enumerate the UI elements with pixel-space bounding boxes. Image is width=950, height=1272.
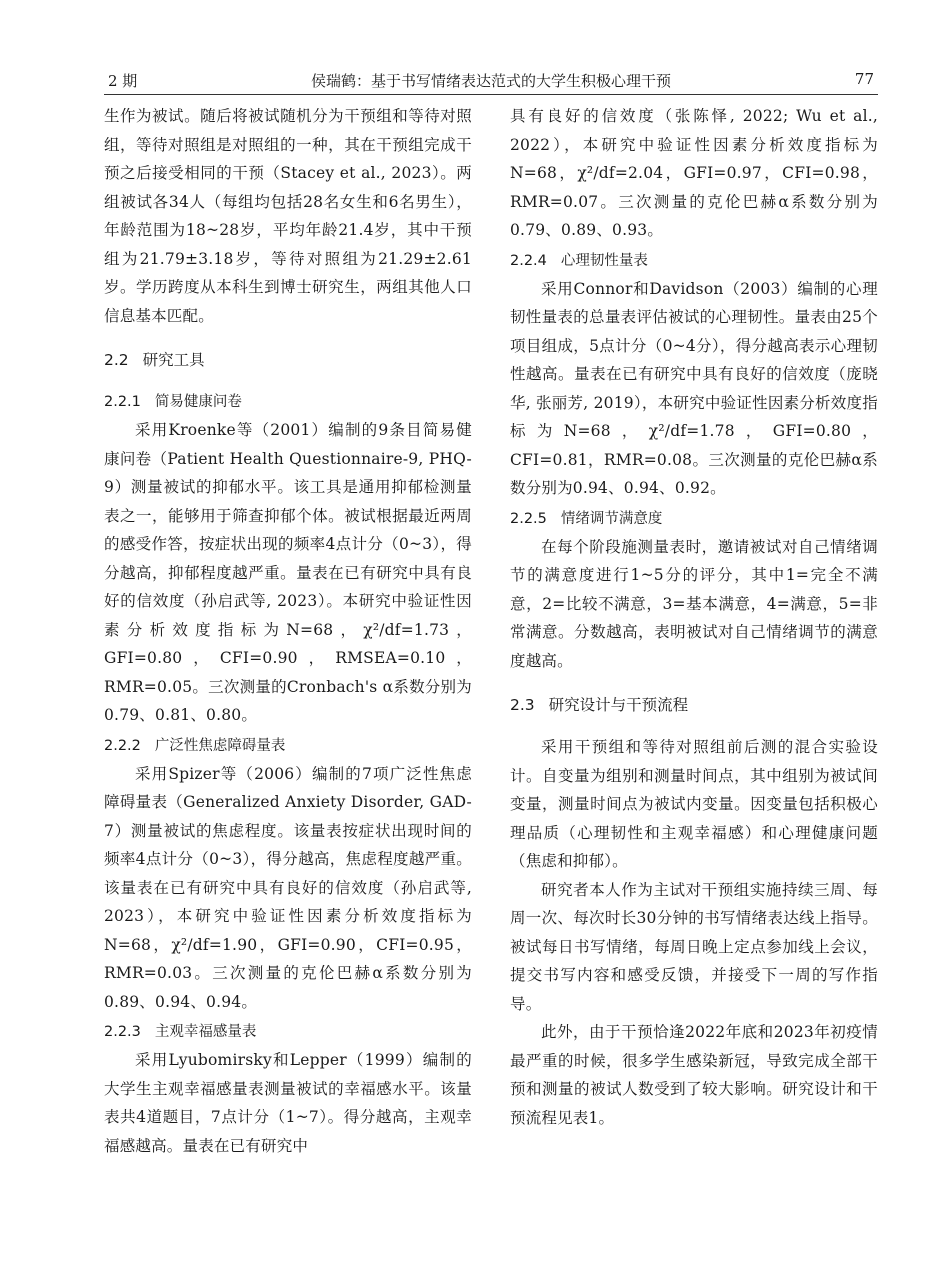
paragraph-emotion-regulation: 在每个阶段施测量表时，邀请被试对自己情绪调节的满意度进行1~5分的评分，其中1=完全不满意，2=比较不满意，3=基本满意，4=满意，5=非常满意。分数越高，表明被试对自己情绪调节的满意度越高。	[510, 537, 878, 670]
heading-title: 研究设计与干预流程	[548, 696, 689, 714]
heading-number: 2.2.1	[104, 394, 141, 410]
paragraph-gad7: 采用Spizer等（2006）编制的7项广泛性焦虑障碍量表（Generalized Anxiety Disorder, GAD-7）测量被试的焦虑程度。该量表按症状出现时间的频率4点计分（0~3），得分越高，焦虑程度越严重。该量表在已有研究中具有良好的信效度（孙启武等, 2023），本研究中验证性因素分析效度指标为N=68，χ²/df=1.90，GFI=0.90，CFI=0.95，RMR=0.03。三次测量的克伦巴赫α系数分别为0.89、0.94、0.94。	[104, 764, 472, 1011]
paragraph-participants: 生作为被试。随后将被试随机分为干预组和等待对照组，等待对照组是对照组的一种，其在干预组完成干预之后接受相同的干预（Stacey et al., 2023）。两组被试各34人（每组均包括28名女生和6名男生），年龄范围为18~28岁，平均年龄21.4岁，其中干预组为21.79±3.18岁，等待对照组为21.29±2.61岁。学历跨度从本科生到博士研究生，两组其他人口信息基本匹配。	[104, 107, 472, 325]
paragraph-note: 此外，由于干预恰逢2022年底和2023年初疫情最严重的时候，很多学生感染新冠，导致完成全部干预和测量的被试人数受到了较大影响。研究设计和干预流程见表1。	[510, 1023, 878, 1127]
heading-title: 心理韧性量表	[560, 252, 648, 269]
heading-number: 2.2	[104, 351, 129, 369]
heading-2-2-4	[510, 247, 878, 275]
right-column	[510, 102, 878, 1132]
page-number: 77	[854, 70, 874, 88]
heading-number: 2.3	[510, 696, 535, 714]
heading-number: 2.2.5	[510, 510, 547, 527]
paragraph-swb-continued: 具有良好的信效度（张陈怿, 2022; Wu et al., 2022），本研究中验证性因素分析效度指标为N=68，χ²/df=2.04，GFI=0.97，CFI=0.98，RMR=0.07。三次测量的克伦巴赫α系数分别为0.79、0.89、0.93。	[510, 107, 878, 239]
heading-2-2-2	[104, 732, 472, 760]
heading-title: 主观幸福感量表	[154, 1024, 257, 1040]
heading-2-2-3	[104, 1018, 472, 1046]
heading-2-3	[510, 691, 878, 719]
heading-title: 研究工具	[142, 351, 205, 369]
paragraph-swb: 采用Lyubomirsky和Lepper（1999）编制的大学生主观幸福感量表测量被试的幸福感水平。该量表共4道题目，7点计分（1~7）。得分越高，主观幸福感越高。量表在已有研究中	[104, 1051, 472, 1155]
heading-number: 2.2.3	[104, 1024, 141, 1040]
heading-number: 2.2.4	[510, 252, 547, 269]
running-title: 侯瑞鹤：基于书写情绪表达范式的大学生积极心理干预	[310, 72, 671, 90]
left-column	[104, 102, 472, 1160]
heading-number: 2.2.2	[104, 737, 141, 754]
heading-2-2	[104, 346, 472, 374]
heading-2-2-1	[104, 388, 472, 416]
paragraph-design: 采用干预组和等待对照组前后测的混合实验设计。自变量为组别和测量时间点，其中组别为被试间变量，测量时间点为被试内变量。因变量包括积极心理品质（心理韧性和主观幸福感）和心理健康问题（焦虑和抑郁）。	[510, 738, 878, 870]
heading-title: 情绪调节满意度	[560, 510, 663, 527]
paragraph-procedure: 研究者本人作为主试对干预组实施持续三周、每周一次、每次时长30分钟的书写情绪表达线上指导。被试每日书写情绪，每周日晚上定点参加线上会议，提交书写内容和感受反馈，并接受下一周的写作指导。	[510, 880, 878, 1013]
paragraph-phq9: 采用Kroenke等（2001）编制的9条目简易健康问卷（Patient Health Questionnaire-9, PHQ-9）测量被试的抑郁水平。该工具是通用抑郁检测量表之一，能够用于筛查抑郁个体。被试根据最近两周的感受作答，按症状出现的频率4点计分（0~3），得分越高，抑郁程度越严重。量表在已有研究中具有良好的信效度（孙启武等, 2023）。本研究中验证性因素分析效度指标为N=68，χ²/df=1.73，GFI=0.80，CFI=0.90，RMSEA=0.10，RMR=0.05。三次测量的Cronbach's α系数分别为0.79、0.81、0.80。	[104, 421, 472, 724]
paragraph-resilience: 采用Connor和Davidson（2003）编制的心理韧性量表的总量表评估被试的心理韧性。量表由25个项目组成，5点计分（0~4分），得分越高表示心理韧性越高。量表在已有研究中具有良好的信效度（庞晓华, 张丽芳, 2019），本研究中验证性因素分析效度指标为N=68，χ²/df=1.78，GFI=0.80，CFI=0.81，RMR=0.08。三次测量的克伦巴赫α系数分别为0.94、0.94、0.92。	[510, 279, 878, 497]
heading-title: 简易健康问卷	[154, 394, 242, 410]
journal-issue: 2 期	[108, 72, 138, 90]
heading-2-2-5	[510, 505, 878, 533]
page-header	[104, 68, 878, 95]
heading-title: 广泛性焦虑障碍量表	[154, 737, 286, 754]
